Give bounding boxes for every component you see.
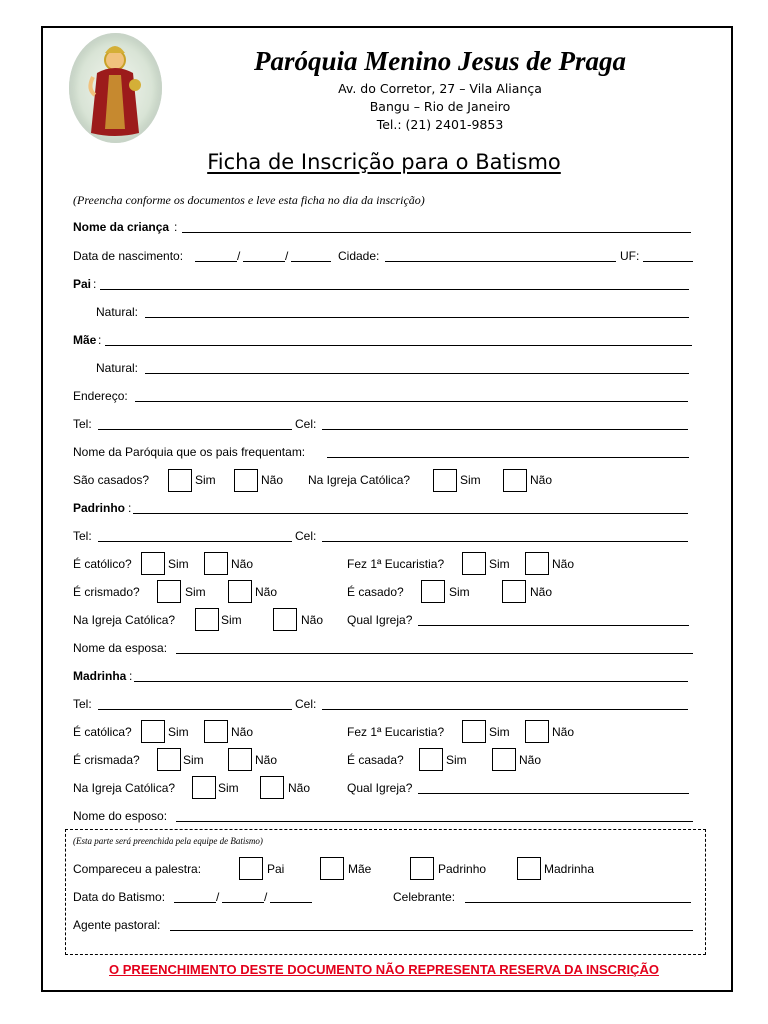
lecture-option-padrinho: Padrinho <box>438 862 487 876</box>
godmother-catholic-yes-checkbox[interactable] <box>141 720 165 743</box>
godmother-eucharist-no-checkbox[interactable] <box>525 720 549 743</box>
godmother-church-no-checkbox[interactable] <box>260 776 284 799</box>
state-label: UF: <box>620 249 640 263</box>
catholic-church-label: Na Igreja Católica? <box>308 473 411 487</box>
father-name-field[interactable] <box>100 289 689 290</box>
family-cel-field[interactable] <box>322 429 688 430</box>
city-label: Cidade: <box>338 249 380 263</box>
form-title <box>40 148 728 176</box>
mother-natural-label: Natural: <box>96 361 139 375</box>
option-no: Não <box>255 753 278 767</box>
godmother-confirmed-yes-checkbox[interactable] <box>157 748 181 771</box>
colon: : <box>129 669 133 683</box>
option-yes: Sim <box>460 473 481 487</box>
godfather-church-yes-checkbox[interactable] <box>195 608 219 631</box>
lecture-pai-checkbox[interactable] <box>239 857 263 880</box>
lecture-padrinho-checkbox[interactable] <box>410 857 434 880</box>
colon: : <box>98 333 102 347</box>
lecture-label: Compareceu a palestra: <box>73 862 202 876</box>
godfather-confirmed-no-checkbox[interactable] <box>228 580 252 603</box>
parish-name: Paróquia Menino Jesus de Praga <box>253 46 627 76</box>
birth-year-field[interactable] <box>291 261 331 262</box>
catholic-church-yes-checkbox[interactable] <box>433 469 457 492</box>
option-no: Não <box>530 585 553 599</box>
godfather-church-label: Na Igreja Católica? <box>73 613 176 627</box>
godfather-married-no-checkbox[interactable] <box>502 580 526 603</box>
option-yes: Sim <box>168 725 189 739</box>
option-yes: Sim <box>449 585 470 599</box>
married-no-checkbox[interactable] <box>234 469 258 492</box>
staff-note: (Esta parte será preenchida pela equipe de Batismo) <box>73 836 263 846</box>
lecture-option-pai: Pai <box>267 862 285 876</box>
godfather-tel-field[interactable] <box>98 541 292 542</box>
godfather-which-church-field[interactable] <box>418 625 689 626</box>
option-no: Não <box>552 557 575 571</box>
godfather-cel-label: Cel: <box>295 529 317 543</box>
lecture-mae-checkbox[interactable] <box>320 857 344 880</box>
godmother-confirmed-label: É crismada? <box>73 753 140 767</box>
godfather-which-church-label: Qual Igreja? <box>347 613 413 627</box>
option-yes: Sim <box>446 753 467 767</box>
godfather-cel-field[interactable] <box>322 541 688 542</box>
parish-address: Av. do Corretor, 27 – Vila Aliança <box>338 81 542 96</box>
godmother-cel-field[interactable] <box>322 709 688 710</box>
lecture-option-mae: Mãe <box>348 862 372 876</box>
infant-jesus-of-prague-icon <box>69 33 162 143</box>
godmother-label: Madrinha <box>73 669 127 683</box>
address-label: Endereço: <box>73 389 128 403</box>
celebrant-label: Celebrante: <box>393 890 456 904</box>
godfather-name-field[interactable] <box>133 513 688 514</box>
option-no: Não <box>231 557 254 571</box>
state-field[interactable] <box>643 261 693 262</box>
godfather-catholic-no-checkbox[interactable] <box>204 552 228 575</box>
family-cel-label: Cel: <box>295 417 317 431</box>
date-separator: / <box>216 890 220 904</box>
godfather-tel-label: Tel: <box>73 529 92 543</box>
godmother-spouse-label: Nome do esposo: <box>73 809 168 823</box>
godmother-catholic-no-checkbox[interactable] <box>204 720 228 743</box>
godmother-married-yes-checkbox[interactable] <box>419 748 443 771</box>
godfather-catholic-yes-checkbox[interactable] <box>141 552 165 575</box>
option-yes: Sim <box>218 781 239 795</box>
family-tel-field[interactable] <box>98 429 292 430</box>
option-yes: Sim <box>168 557 189 571</box>
baptism-day-field[interactable] <box>174 902 216 903</box>
option-yes: Sim <box>489 725 510 739</box>
mother-natural-field[interactable] <box>145 373 689 374</box>
catholic-church-no-checkbox[interactable] <box>503 469 527 492</box>
godmother-spouse-field[interactable] <box>176 821 693 822</box>
godfather-eucharist-no-checkbox[interactable] <box>525 552 549 575</box>
option-no: Não <box>552 725 575 739</box>
godmother-married-no-checkbox[interactable] <box>492 748 516 771</box>
parents-parish-field[interactable] <box>327 457 689 458</box>
option-yes: Sim <box>489 557 510 571</box>
married-yes-checkbox[interactable] <box>168 469 192 492</box>
father-label: Pai <box>73 277 92 291</box>
godfather-spouse-label: Nome da esposa: <box>73 641 168 655</box>
pastoral-agent-label: Agente pastoral: <box>73 918 161 932</box>
godfather-married-yes-checkbox[interactable] <box>421 580 445 603</box>
birth-date-label: Data de nascimento: <box>73 249 184 263</box>
form-instructions: (Preencha conforme os documentos e leve esta ficha no dia da inscrição) <box>73 193 425 207</box>
mother-label: Mãe <box>73 333 97 347</box>
celebrant-field[interactable] <box>465 902 691 903</box>
godmother-which-church-field[interactable] <box>418 793 689 794</box>
godfather-confirmed-label: É crismado? <box>73 585 140 599</box>
colon: : <box>93 277 97 291</box>
parents-parish-label: Nome da Paróquia que os pais frequentam: <box>73 445 306 459</box>
option-no: Não <box>231 725 254 739</box>
option-yes: Sim <box>221 613 242 627</box>
godmother-which-church-label: Qual Igreja? <box>347 781 413 795</box>
option-no: Não <box>301 613 324 627</box>
baptism-date-label: Data do Batismo: <box>73 890 166 904</box>
godmother-tel-label: Tel: <box>73 697 92 711</box>
baptism-month-field[interactable] <box>222 902 264 903</box>
option-no: Não <box>530 473 553 487</box>
godmother-confirmed-no-checkbox[interactable] <box>228 748 252 771</box>
address-field[interactable] <box>135 401 688 402</box>
date-separator: / <box>285 249 289 263</box>
godmother-tel-field[interactable] <box>98 709 292 710</box>
godfather-spouse-field[interactable] <box>176 653 693 654</box>
option-no: Não <box>261 473 284 487</box>
parish-phone: Tel.: (21) 2401-9853 <box>376 117 504 132</box>
baptism-year-field[interactable] <box>270 902 312 903</box>
lecture-madrinha-checkbox[interactable] <box>517 857 541 880</box>
option-no: Não <box>255 585 278 599</box>
godfather-catholic-label: É católico? <box>73 557 132 571</box>
father-natural-field[interactable] <box>145 317 689 318</box>
reservation-warning-text: O PREENCHIMENTO DESTE DOCUMENTO NÃO REPRESENTA RESERVA DA INSCRIÇÃO <box>109 962 659 977</box>
godfather-confirmed-yes-checkbox[interactable] <box>157 580 181 603</box>
birth-month-field[interactable] <box>243 261 285 262</box>
family-tel-label: Tel: <box>73 417 92 431</box>
father-natural-label: Natural: <box>96 305 139 319</box>
option-yes: Sim <box>195 473 216 487</box>
date-separator: / <box>237 249 241 263</box>
parish-district: Bangu – Rio de Janeiro <box>369 99 511 114</box>
godmother-church-label: Na Igreja Católica? <box>73 781 176 795</box>
godmother-name-field[interactable] <box>134 681 688 682</box>
birth-day-field[interactable] <box>195 261 237 262</box>
godmother-eucharist-label: Fez 1ª Eucaristia? <box>347 725 445 739</box>
option-yes: Sim <box>183 753 204 767</box>
godmother-eucharist-yes-checkbox[interactable] <box>462 720 486 743</box>
godmother-cel-label: Cel: <box>295 697 317 711</box>
lecture-option-madrinha: Madrinha <box>544 862 595 876</box>
city-field[interactable] <box>385 261 616 262</box>
option-no: Não <box>519 753 542 767</box>
form-title-text: Ficha de Inscrição para o Batismo <box>207 150 561 174</box>
godfather-church-no-checkbox[interactable] <box>273 608 297 631</box>
child-name-field[interactable] <box>182 232 691 233</box>
godfather-eucharist-label: Fez 1ª Eucaristia? <box>347 557 445 571</box>
child-name-label: Nome da criança <box>73 220 170 234</box>
godfather-eucharist-yes-checkbox[interactable] <box>462 552 486 575</box>
reservation-warning <box>40 962 728 978</box>
godfather-married-label: É casado? <box>347 585 404 599</box>
godmother-married-label: É casada? <box>347 753 404 767</box>
godmother-catholic-label: É católica? <box>73 725 132 739</box>
option-no: Não <box>288 781 311 795</box>
married-label: São casados? <box>73 473 150 487</box>
date-separator: / <box>264 890 268 904</box>
colon: : <box>128 501 132 515</box>
colon: : <box>174 220 178 234</box>
godfather-label: Padrinho <box>73 501 126 515</box>
pastoral-agent-field[interactable] <box>170 930 693 931</box>
godmother-church-yes-checkbox[interactable] <box>192 776 216 799</box>
mother-name-field[interactable] <box>105 345 692 346</box>
option-yes: Sim <box>185 585 206 599</box>
